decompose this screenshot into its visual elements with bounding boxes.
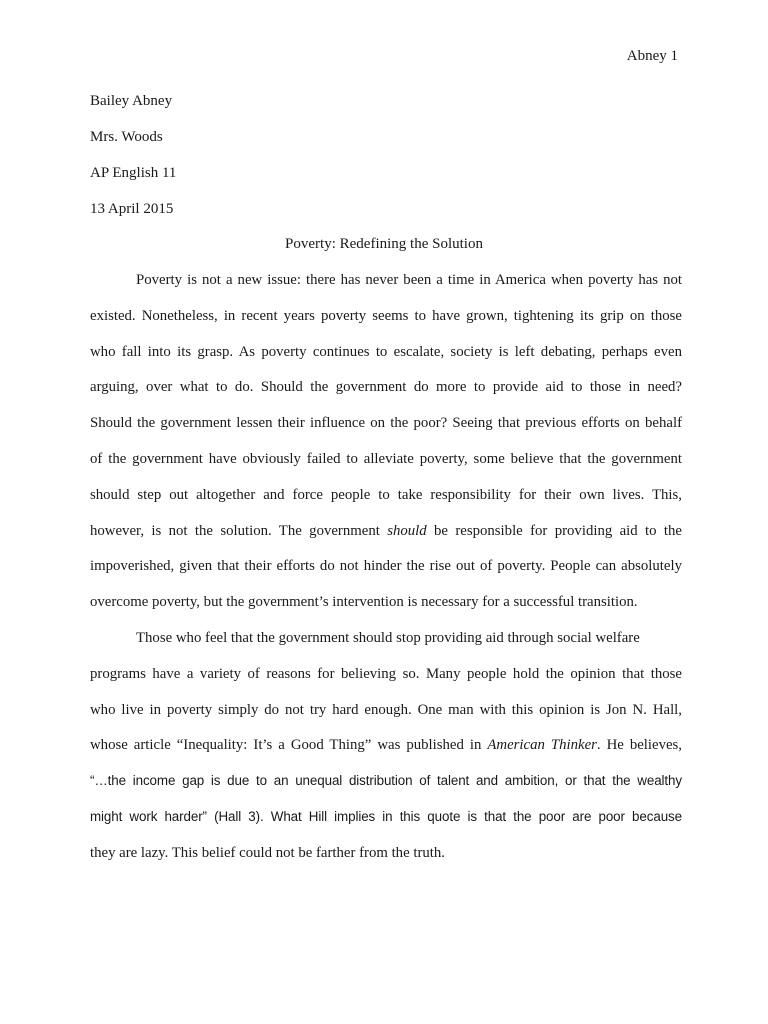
- text-segment: however, is not the solution. The government: [90, 522, 388, 539]
- text-line: Should the government lessen their influence on the poor? Seeing that previous efforts on behalf: [90, 415, 682, 432]
- text-line: overcome poverty, but the government’s intervention is necessary for a successful transition.: [90, 594, 638, 611]
- text-line: Those who feel that the government should stop providing aid through social welfare: [136, 629, 640, 646]
- essay-body: [90, 270, 682, 879]
- course-name: AP English 11: [90, 165, 177, 181]
- text-line-with-emphasis: [90, 521, 682, 557]
- text-line-with-emphasis: [90, 735, 682, 771]
- text-line: existed. Nonetheless, in recent years poverty seems to have grown, tightening its grip on those: [90, 307, 682, 324]
- text-line: arguing, over what to do. Should the government do more to provide aid to those in need?: [90, 379, 682, 396]
- text-line: who fall into its grasp. As poverty continues to escalate, society is left debating, perhaps even: [90, 343, 682, 360]
- text-segment: . He believes,: [596, 737, 683, 754]
- mla-heading: [90, 91, 176, 235]
- text-line: of the government have obviously failed to alleviate poverty, some believe that the government: [90, 450, 682, 467]
- text-segment: be responsible for providing aid to the: [426, 522, 682, 539]
- text-line: Poverty is not a new issue: there has never been a time in America when poverty has not: [136, 272, 682, 288]
- quotation-line: “…the income gap is due to an unequal distribution of talent and ambition, or that the wealthy: [90, 773, 682, 789]
- publication-title: American Thinker: [487, 737, 597, 754]
- paragraph-1: [90, 270, 682, 628]
- paragraph-2: [90, 628, 682, 879]
- emphasis-should: should: [387, 522, 427, 539]
- text-line: who live in poverty simply do not try hard enough. One man with this opinion is Jon N. Hall,: [90, 701, 682, 718]
- instructor-name: Mrs. Woods: [90, 129, 163, 145]
- text-line: they are lazy. This belief could not be farther from the truth.: [90, 844, 445, 861]
- text-line: programs have a variety of reasons for believing so. Many people hold the opinion that those: [90, 665, 682, 682]
- author-name: Bailey Abney: [90, 93, 173, 109]
- essay-date: 13 April 2015: [90, 201, 174, 217]
- running-head: Abney 1: [626, 48, 678, 64]
- text-line: impoverished, given that their efforts do not hinder the rise out of poverty. People can absolutely: [90, 558, 682, 575]
- quotation-line: might work harder” (Hall 3). What Hill implies in this quote is that the poor are poor because: [90, 808, 682, 824]
- text-line: should step out altogether and force people to take responsibility for their own lives. This,: [90, 486, 682, 503]
- text-segment: whose article “Inequality: It’s a Good Thing” was published in: [90, 737, 488, 754]
- essay-title: Poverty: Redefining the Solution: [285, 236, 483, 252]
